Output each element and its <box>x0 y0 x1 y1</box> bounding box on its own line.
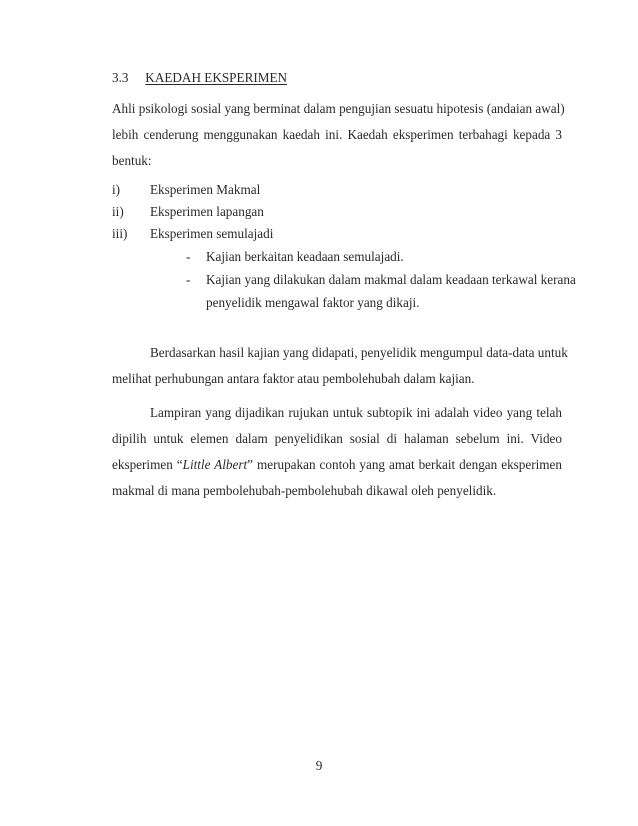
sublist-dash: - <box>186 249 191 264</box>
paragraph-3-line-2: dipilih untuk elemen dalam penyelidikan sosial di halaman sebelum ini. Video <box>112 431 562 446</box>
paragraph-3-line-4: makmal di mana pembolehubah-pembolehubah dikawal oleh penyelidik. <box>112 483 497 498</box>
paragraph-3 <box>112 400 562 504</box>
list-item-text: Eksperimen lapangan <box>150 204 264 219</box>
paragraph-3-line-1: Lampiran yang dijadikan rujukan untuk subtopik ini adalah video yang telah <box>150 405 562 420</box>
paragraph-3-line-3 <box>112 452 562 478</box>
list-marker: iii) <box>112 226 128 241</box>
section-title: KAEDAH EKSPERIMEN <box>145 70 288 85</box>
paragraph-2-line-2: melihat perhubungan antara faktor atau pembolehubah dalam kajian. <box>112 371 475 386</box>
little-albert-title: Little Albert <box>182 457 248 472</box>
intro-line-3: bentuk: <box>112 153 152 168</box>
section-heading <box>112 70 287 86</box>
sublist-continuation: penyelidik mengawal faktor yang dikaji. <box>206 295 420 310</box>
page-number: 9 <box>315 758 323 773</box>
list-marker: i) <box>112 182 121 197</box>
list-item <box>112 182 260 198</box>
list-marker: ii) <box>112 204 124 219</box>
sublist-dash: - <box>186 272 191 287</box>
intro-paragraph <box>112 96 565 174</box>
sublist-item <box>186 272 576 288</box>
list-item <box>112 226 273 242</box>
intro-line-2: lebih cenderung menggunakan kaedah ini. Kaedah eksperimen terbahagi kepada 3 <box>112 127 562 142</box>
sublist-item <box>186 249 404 265</box>
list-item <box>112 204 264 220</box>
section-number: 3.3 <box>112 70 129 85</box>
paragraph-3-line-3-end: ” merupakan contoh yang amat berkait dengan eksperimen <box>247 457 562 472</box>
intro-line-1: Ahli psikologi sosial yang berminat dalam pengujian sesuatu hipotesis (andaian awal) <box>112 101 565 116</box>
list-item-text: Eksperimen semulajadi <box>150 226 274 241</box>
sublist-item-text: Kajian berkaitan keadaan semulajadi. <box>206 249 404 264</box>
paragraph-3-line-3-start: eksperimen “ <box>112 457 183 472</box>
list-item-text: Eksperimen Makmal <box>150 182 261 197</box>
paragraph-2 <box>112 340 568 392</box>
paragraph-2-line-1: Berdasarkan hasil kajian yang didapati, penyelidik mengumpul data-data untuk <box>150 345 568 360</box>
sublist-item-text: Kajian yang dilakukan dalam makmal dalam keadaan terkawal kerana <box>206 272 576 287</box>
